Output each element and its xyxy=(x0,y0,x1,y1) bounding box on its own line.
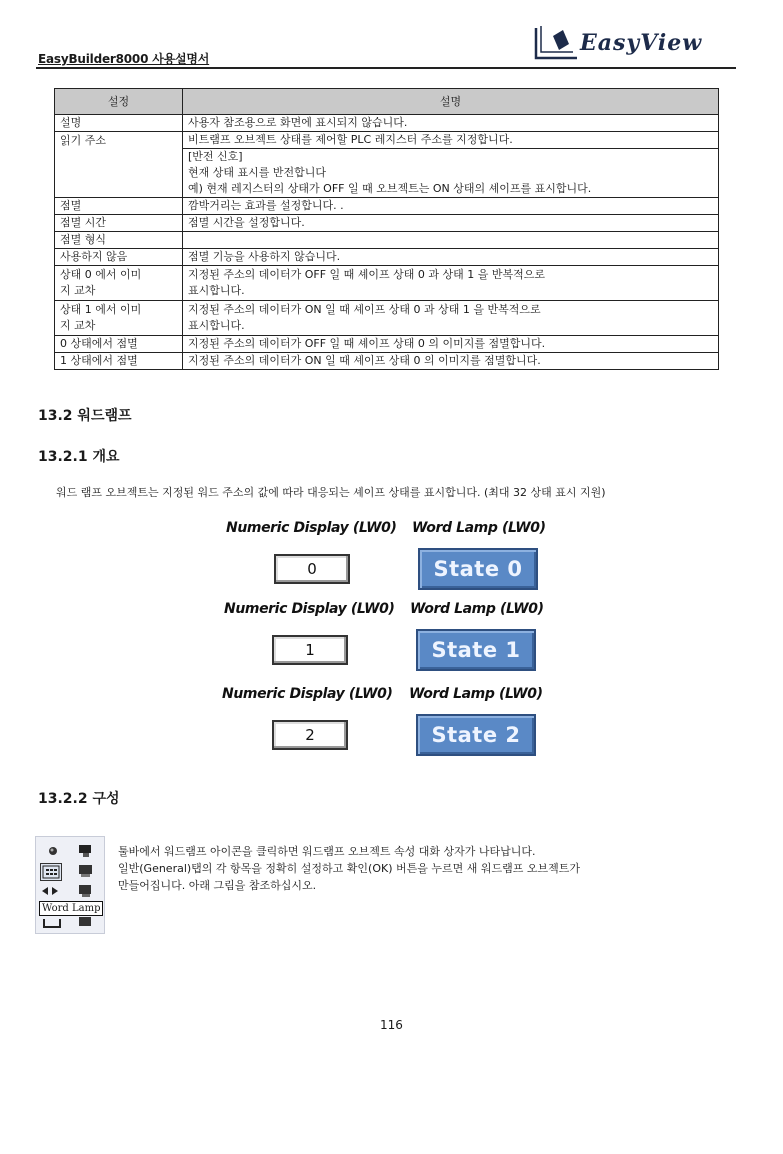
desc-cell xyxy=(183,232,719,249)
table-row xyxy=(55,353,719,370)
numeric-display-icon[interactable] xyxy=(76,843,96,859)
table-row xyxy=(55,266,719,301)
table-row xyxy=(55,232,719,249)
document-title: EasyBuilder8000 사용설명서 xyxy=(38,52,210,66)
table-row xyxy=(55,336,719,353)
word-lamp-icon[interactable] xyxy=(40,863,62,881)
word-lamp-state-button[interactable]: State 0 xyxy=(418,548,538,590)
properties-table xyxy=(54,88,719,370)
toolbar-screenshot xyxy=(35,836,105,934)
setting-cell: 1 상태에서 점멸 xyxy=(55,353,183,370)
desc-cell: 깜박거리는 효과를 설정합니다. . xyxy=(183,198,719,215)
display-icon[interactable] xyxy=(76,915,96,931)
overview-paragraph: 워드 램프 오브젝트는 지정된 워드 주소의 값에 따라 대응되는 셰이프 상태를 표시합니다. (최대 32 상태 표시 지원) xyxy=(56,486,606,499)
desc-line: 예) 현재 레지스터의 상태가 OFF 일 때 오브젝트는 ON 상태의 셰이프를 표시합니다. xyxy=(188,182,592,195)
setting-cell: 설명 xyxy=(55,115,183,132)
monitor-icon[interactable] xyxy=(76,883,96,899)
desc-cell xyxy=(183,266,719,301)
config-line: 일반(General)탭의 각 항목을 정확히 설정하고 확인(OK) 버튼을 누르면 새 워드램프 오브젝트가 xyxy=(118,862,581,875)
desc-line: 표시합니다. xyxy=(188,319,245,332)
desc-line: 표시합니다. xyxy=(188,284,245,297)
numeric-display-label: Numeric Display (LW0) xyxy=(224,601,395,617)
desc-line: 현재 상태 표시를 반전합니다 xyxy=(188,166,327,179)
setting-cell: 상태 0 에서 이미지 교차 xyxy=(55,266,183,301)
header-setting: 설정 xyxy=(55,89,183,115)
setting-cell: 점멸 xyxy=(55,198,183,215)
desc-line: 지정된 주소의 데이터가 OFF 일 때 셰이프 상태 0 과 상태 1 을 반복적으로 xyxy=(188,268,546,281)
config-line: 툴바에서 워드램프 아이콘을 클릭하면 워드램프 오브젝트 속성 대화 상자가 나타납니다. xyxy=(118,845,536,858)
section-heading-13-2-2: 13.2.2 구성 xyxy=(38,791,120,807)
bracket-icon[interactable] xyxy=(42,915,62,931)
keypad-icon[interactable] xyxy=(76,863,96,879)
bit-lamp-icon[interactable] xyxy=(44,843,64,859)
table-header-row xyxy=(55,89,719,115)
desc-cell: 점멸 시간을 설정합니다. xyxy=(183,215,719,232)
setting-cell: 사용하지 않음 xyxy=(55,249,183,266)
numeric-display-label: Numeric Display (LW0) xyxy=(226,520,397,536)
desc-line: [반전 신호] xyxy=(188,150,243,163)
header-description: 설명 xyxy=(183,89,719,115)
numeric-display-box: 0 xyxy=(274,554,350,584)
table-row xyxy=(55,301,719,336)
desc-cell: 지정된 주소의 데이터가 ON 일 때 셰이프 상태 0 의 이미지를 점멸합니다. xyxy=(183,353,719,370)
io-arrow-icon[interactable] xyxy=(40,883,60,899)
numeric-display-box: 2 xyxy=(272,720,348,750)
setting-cell: 0 상태에서 점멸 xyxy=(55,336,183,353)
desc-cell: 지정된 주소의 데이터가 OFF 일 때 셰이프 상태 0 의 이미지를 점멸합니다. xyxy=(183,336,719,353)
word-lamp-label: Word Lamp (LW0) xyxy=(410,601,544,617)
numeric-display-label: Numeric Display (LW0) xyxy=(222,686,393,702)
header-rule xyxy=(36,67,736,69)
table-row xyxy=(55,115,719,132)
table-row xyxy=(55,215,719,232)
numeric-display-box: 1 xyxy=(272,635,348,665)
section-heading-13-2-1: 13.2.1 개요 xyxy=(38,449,120,465)
desc-line: 지정된 주소의 데이터가 ON 일 때 셰이프 상태 0 과 상태 1 을 반복적으로 xyxy=(188,303,541,316)
word-lamp-label: Word Lamp (LW0) xyxy=(412,520,546,536)
desc-line: 비트램프 오브젝트 상태를 제어할 PLC 레지스터 주소를 지정합니다. xyxy=(183,132,718,149)
table-row xyxy=(55,198,719,215)
section-heading-13-2: 13.2 워드램프 xyxy=(38,408,132,424)
setting-cell: 상태 1 에서 이미지 교차 xyxy=(55,301,183,336)
setting-cell: 점멸 시간 xyxy=(55,215,183,232)
table-row xyxy=(55,249,719,266)
page-number: 116 xyxy=(380,1018,403,1032)
word-lamp-state-button[interactable]: State 2 xyxy=(416,714,536,756)
desc-cell: 사용자 참조용으로 화면에 표시되지 않습니다. xyxy=(183,115,719,132)
desc-cell: 점멸 기능을 사용하지 않습니다. xyxy=(183,249,719,266)
config-line: 만들어집니다. 아래 그림을 참조하십시오. xyxy=(118,879,317,892)
config-paragraph xyxy=(118,843,728,894)
table-row xyxy=(55,132,719,198)
word-lamp-state-button[interactable]: State 1 xyxy=(416,629,536,671)
desc-cell xyxy=(183,301,719,336)
word-lamp-tooltip: Word Lamp xyxy=(39,901,103,916)
setting-cell: 점멸 형식 xyxy=(55,232,183,249)
word-lamp-label: Word Lamp (LW0) xyxy=(409,686,543,702)
setting-cell: 읽기 주소 xyxy=(55,132,183,198)
logo-text: EasyView xyxy=(580,30,703,56)
desc-cell xyxy=(183,132,719,198)
